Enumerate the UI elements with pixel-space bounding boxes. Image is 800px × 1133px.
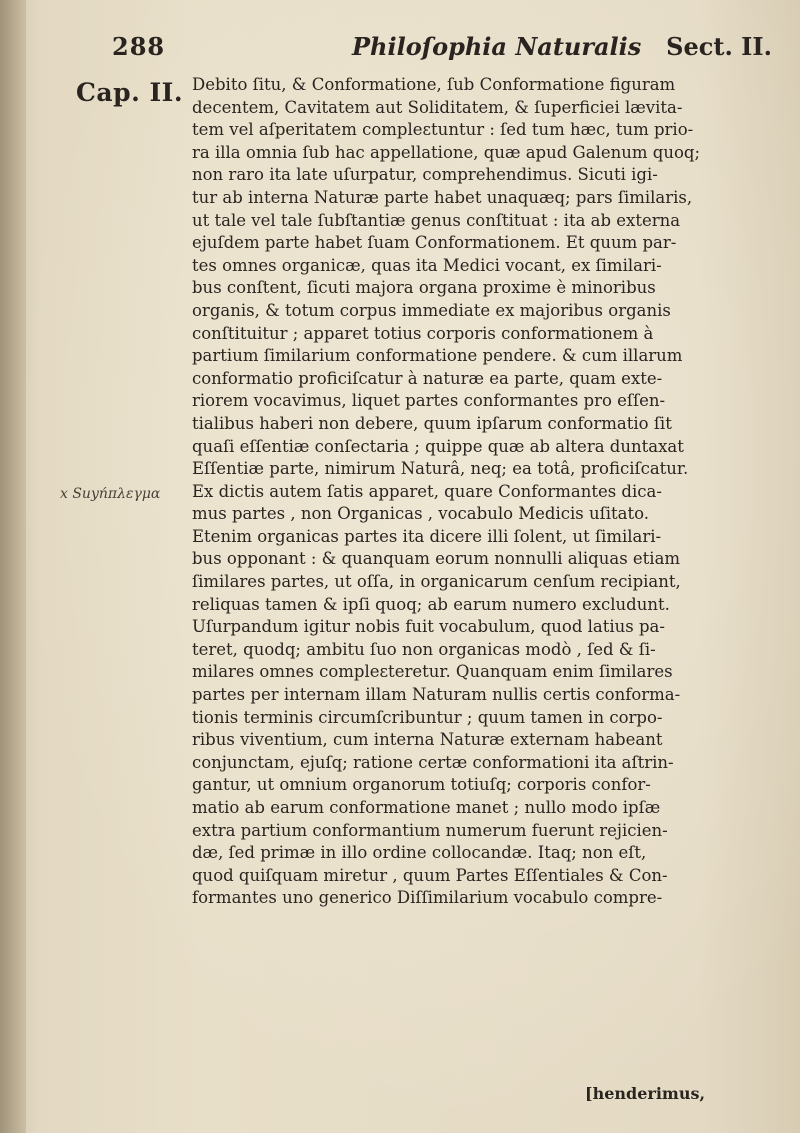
text-line: Etenim organicas partes ita dicere illi ſolent, ut ſimilari- [192,526,662,546]
text-line: gantur, ut omnium organorum totiuſq; corporis confor- [192,775,651,795]
text-line: partium ſimilarium conformatione pendere. & cum illarum [192,346,683,366]
section-reference: Sect. II. [666,32,772,61]
chapter-reference: Cap. II. [76,78,184,107]
text-line: tionis terminis circumſcribuntur ; quum tamen in corpo- [192,707,663,727]
text-line: extra partium conformantium numerum fuerunt rejicien- [192,820,668,840]
text-line: dæ, ſed primæ in illo ordine collocandæ. Itaq; non eſt, [192,843,647,863]
text-line: teret, quodq; ambitu ſuo non organicas modò , ſed & ſi- [192,639,656,659]
text-line: ribus viventium, cum interna Naturæ externam habeant [192,730,663,750]
text-line: bus opponant : & quanquam eorum nonnulli aliquas etiam [192,549,681,569]
text-line: ſimilares partes, ut oſſa, in organicarum cenſum recipiant, [192,572,681,592]
text-line: Debito ſitu, & Conformatione, ſub Conformatione figuram [192,75,676,94]
text-line: organis, & totum corpus immediate ex majoribus organis [192,300,671,320]
text-line: Eſſentiæ parte, nimirum Naturâ, neq; ea totâ, proficiſcatur. [192,459,689,479]
text-line: tes omnes organicæ, quas ita Medici vocant, ex ſimilari- [192,255,662,275]
text-line: tialibus haberi non debere, quum ipſarum conformatio ſit [192,413,672,433]
text-line: reliquas tamen & ipſi quoq; ab earum numero excludunt. [192,594,670,614]
text-line: quaſi eſſentiæ conſectaria ; quippe quæ ab altera duntaxat [192,436,684,456]
text-line: formantes uno generico Diſſimilarium vocabulo compre- [192,888,663,908]
text-line: ejuſdem parte habet ſuam Conformationem. Et quum par- [192,233,677,253]
text-line: matio ab earum conformatione manet ; nullo modo ipſæ [192,798,661,817]
text-line: Uſurpandum igitur nobis fuit vocabulum, quod latius pa- [192,617,665,637]
running-title: Philoſophia Naturalis [352,32,642,61]
text-line: conſtituitur ; apparet totius corporis conformationem à [192,323,654,343]
text-line: bus conſtent, ſicuti majora organa proxime è minoribus [192,278,656,298]
text-line: conformatio proficiſcatur à naturæ ea parte, quam exte- [192,368,663,388]
body-text [192,74,800,910]
handwritten-margin-note: x Suyńπλεγμα [60,486,161,502]
text-line: quod quiſquam miretur , quum Partes Eſſentiales & Con- [192,865,668,885]
text-line: ut tale vel tale ſubſtantiæ genus conſtituat : ita ab externa [192,210,681,230]
page-gutter [0,0,26,1133]
text-line: conjunctam, ejuſq; ratione certæ conformationi ita aſtrin- [192,752,674,772]
page-number: 288 [112,32,166,61]
text-line: mus partes , non Organicas , vocabulo Medicis uſitato. [192,504,650,524]
text-line: ra illa omnia ſub hac appellatione, quæ apud Galenum quoq; [192,142,701,162]
text-line: Ex dictis autem ſatis apparet, quare Conformantes dica- [192,481,662,501]
text-line: tem vel aſperitatem compleɛtuntur : ſed tum hæc, tum prio- [192,120,694,140]
text-line: milares omnes compleɛteretur. Quanquam enim ſimilares [192,662,673,682]
text-line: riorem vocavimus, liquet partes conformantes pro eſſen- [192,391,666,411]
text-line: partes per internam illam Naturam nullis certis conforma- [192,685,681,705]
text-line: tur ab interna Naturæ parte habet unaquæq; pars ſimilaris, [192,187,693,207]
page-header [112,32,792,68]
text-line: non raro ita late uſurpatur, comprehendimus. Sicuti igi- [192,165,658,185]
catchword: [henderimus, [585,1084,706,1103]
text-line: decentem, Cavitatem aut Soliditatem, & ſuperficiei lævita- [192,97,683,117]
